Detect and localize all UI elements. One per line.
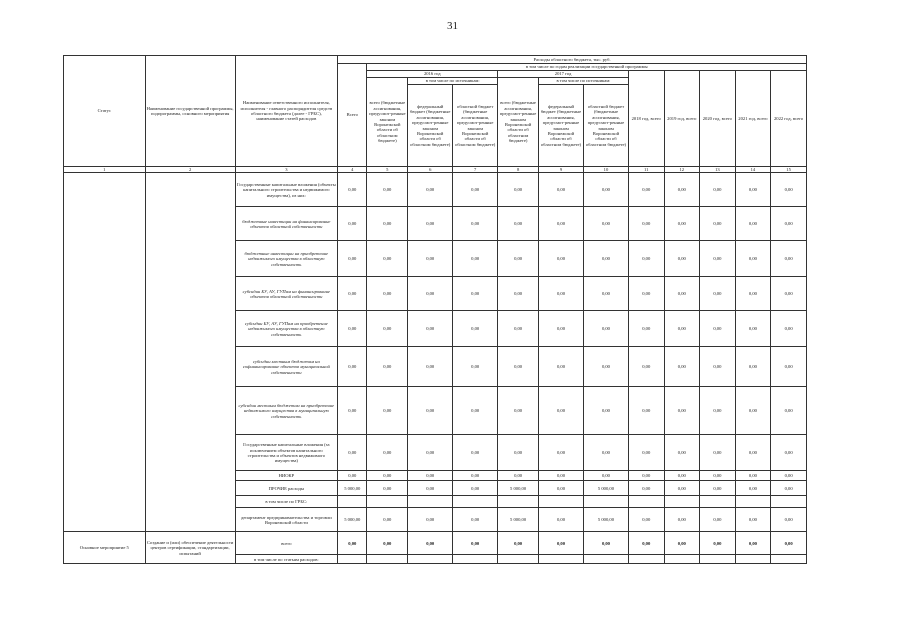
value-cell: 0,00 [408, 508, 453, 532]
total-2016-header: всего (бюджетные ассигнования, предусмот-ренные законом Воронежской области об областном бюджете) [367, 78, 408, 167]
value-cell: 0,00 [735, 387, 771, 435]
value-cell: 0,00 [771, 508, 807, 532]
value-cell: 0,00 [538, 532, 583, 555]
value-cell: 0,00 [700, 387, 736, 435]
table-row [64, 532, 807, 555]
value-cell: 0,00 [408, 207, 453, 241]
program-name-header: Наименование государственной программы, подпрограммы, основного мероприятия [145, 56, 235, 167]
value-cell: 0,00 [735, 532, 771, 555]
column-number: 7 [453, 167, 498, 173]
value-cell: 0,00 [583, 241, 628, 277]
value-cell [664, 555, 700, 564]
value-cell: 0,00 [771, 277, 807, 311]
regional-2016-header: областной бюджет (бюджетные ассигнования, предусмот-ренные законом Воронежской области об областном бюджете) [453, 85, 498, 167]
value-cell: 0,00 [700, 241, 736, 277]
value-cell: 0,00 [408, 241, 453, 277]
column-number: 15 [771, 167, 807, 173]
row-label: всего [235, 532, 338, 555]
value-cell: 0,00 [735, 207, 771, 241]
value-cell: 0,00 [664, 277, 700, 311]
expense-name-header: Наименование ответственного исполнителя, исполнителя - главного распорядителя средств областного бюджета (далее - ГРБС), наименование статей расходов [235, 56, 338, 167]
value-cell: 0,00 [538, 277, 583, 311]
value-cell: 0,00 [498, 532, 539, 555]
event-name: Создание и (или) обеспечение деятельности центров сертификации, стандартизации, испытаний [145, 532, 235, 564]
column-number: 12 [664, 167, 700, 173]
value-cell [735, 555, 771, 564]
row-label: в том числе по ГРБС: [235, 496, 338, 508]
value-cell: 0,00 [408, 347, 453, 387]
value-cell [628, 555, 664, 564]
value-cell: 0,00 [735, 173, 771, 207]
value-cell: 0,00 [367, 508, 408, 532]
column-number: 10 [583, 167, 628, 173]
value-cell [583, 555, 628, 564]
value-cell: 0,00 [583, 387, 628, 435]
value-cell: 0,00 [664, 347, 700, 387]
years-header: в том числе по годам реализации государственной программы [367, 64, 807, 71]
value-cell [771, 496, 807, 508]
column-number: 13 [700, 167, 736, 173]
value-cell: 0,00 [453, 241, 498, 277]
page-number: 31 [447, 20, 458, 32]
value-cell: 0,00 [583, 277, 628, 311]
value-cell: 0,00 [338, 207, 367, 241]
value-cell: 0,00 [700, 508, 736, 532]
value-cell: 0,00 [664, 241, 700, 277]
value-cell: 0,00 [453, 173, 498, 207]
value-cell: 0,00 [367, 207, 408, 241]
value-cell: 0,00 [453, 481, 498, 496]
regional-2017-header: областной бюджет (бюджетные ассигнования, предусмот-ренные законом Воронежской области об областном бюджете) [583, 85, 628, 167]
value-cell: 0,00 [771, 532, 807, 555]
row-label: НИОКР [235, 471, 338, 481]
value-cell: 0,00 [498, 173, 539, 207]
col-2019-header: 2019 год, всего [664, 71, 700, 167]
value-cell: 0,00 [408, 532, 453, 555]
value-cell: 0,00 [771, 435, 807, 471]
column-number: 1 [64, 167, 146, 173]
value-cell: 0,00 [453, 277, 498, 311]
value-cell: 0,00 [367, 481, 408, 496]
value-cell: 0,00 [700, 207, 736, 241]
row-label: субсидии местным бюджетам на софинансирование объектов муниципальной собственности [235, 347, 338, 387]
value-cell: 0,00 [628, 481, 664, 496]
value-cell: 5 000,00 [583, 481, 628, 496]
row-label: бюджетные инвестиции на приобретение недвижимого имущества в областную собственность [235, 241, 338, 277]
value-cell: 0,00 [538, 387, 583, 435]
value-cell: 0,00 [628, 532, 664, 555]
total-2017-header: всего (бюджетные ассигнования, предусмот-ренные законом Воронежской области об областном бюджете) [498, 78, 539, 167]
value-cell: 0,00 [771, 207, 807, 241]
value-cell: 0,00 [700, 532, 736, 555]
value-cell [771, 555, 807, 564]
value-cell: 0,00 [538, 508, 583, 532]
value-cell: 0,00 [338, 277, 367, 311]
value-cell [453, 496, 498, 508]
total-header: Всего [338, 64, 367, 167]
value-cell: 0,00 [664, 311, 700, 347]
value-cell: 0,00 [538, 471, 583, 481]
value-cell: 0,00 [628, 173, 664, 207]
row-label: ПРОЧИЕ расходы [235, 481, 338, 496]
value-cell: 0,00 [628, 435, 664, 471]
value-cell: 0,00 [664, 435, 700, 471]
value-cell: 5 000,00 [338, 481, 367, 496]
value-cell: 0,00 [408, 311, 453, 347]
value-cell: 0,00 [338, 173, 367, 207]
value-cell: 0,00 [628, 207, 664, 241]
value-cell: 0,00 [735, 471, 771, 481]
value-cell [700, 555, 736, 564]
value-cell: 0,00 [771, 481, 807, 496]
value-cell: 0,00 [498, 277, 539, 311]
value-cell: 0,00 [735, 347, 771, 387]
value-cell: 0,00 [408, 277, 453, 311]
value-cell: 0,00 [664, 471, 700, 481]
value-cell: 0,00 [453, 311, 498, 347]
col-2018-header: 2018 год, всего [628, 71, 664, 167]
row-label: субсидии местным бюджетам на приобретение недвижимого имущества в муниципальную собственность [235, 387, 338, 435]
value-cell: 0,00 [498, 387, 539, 435]
value-cell: 0,00 [453, 471, 498, 481]
value-cell: 0,00 [735, 508, 771, 532]
value-cell: 0,00 [771, 347, 807, 387]
value-cell: 0,00 [628, 471, 664, 481]
federal-2017-header: федеральный бюджет (бюджетные ассигнования, предусмот-ренные законом Воронежской области об областном бюджете) [538, 85, 583, 167]
value-cell: 0,00 [583, 435, 628, 471]
column-number: 6 [408, 167, 453, 173]
year-2017-header: 2017 год [498, 71, 629, 78]
value-cell: 0,00 [583, 311, 628, 347]
value-cell: 0,00 [664, 207, 700, 241]
column-number: 2 [145, 167, 235, 173]
year-2016-header: 2016 год [367, 71, 498, 78]
value-cell: 0,00 [628, 347, 664, 387]
value-cell: 0,00 [367, 277, 408, 311]
status-header: Статус [64, 56, 146, 167]
value-cell: 5 000,00 [498, 508, 539, 532]
value-cell: 0,00 [338, 532, 367, 555]
value-cell: 0,00 [498, 471, 539, 481]
value-cell: 0,00 [538, 435, 583, 471]
value-cell [408, 555, 453, 564]
value-cell: 0,00 [583, 532, 628, 555]
value-cell: 0,00 [771, 173, 807, 207]
status-cell [64, 173, 146, 532]
value-cell: 0,00 [538, 173, 583, 207]
federal-2016-header: федеральный бюджет (бюджетные ассигнования, предусмот-ренные законом Воронежской области об областном бюджете) [408, 85, 453, 167]
value-cell: 0,00 [367, 471, 408, 481]
value-cell: 0,00 [583, 347, 628, 387]
value-cell: 0,00 [538, 311, 583, 347]
value-cell: 0,00 [367, 347, 408, 387]
column-number: 9 [538, 167, 583, 173]
value-cell: 0,00 [538, 207, 583, 241]
column-number: 11 [628, 167, 664, 173]
value-cell: 0,00 [700, 173, 736, 207]
value-cell: 0,00 [408, 435, 453, 471]
value-cell [367, 555, 408, 564]
col-2022-header: 2022 год, всего [771, 71, 807, 167]
value-cell [367, 496, 408, 508]
value-cell: 0,00 [367, 387, 408, 435]
value-cell: 0,00 [498, 347, 539, 387]
value-cell: 0,00 [453, 532, 498, 555]
value-cell: 0,00 [664, 532, 700, 555]
value-cell: 0,00 [453, 508, 498, 532]
row-label: Государственные капитальные вложения (объекты капитального строительства и недвижимого имущества), из них: [235, 173, 338, 207]
value-cell: 0,00 [408, 481, 453, 496]
value-cell [338, 496, 367, 508]
value-cell: 0,00 [338, 311, 367, 347]
value-cell: 0,00 [338, 387, 367, 435]
value-cell: 0,00 [771, 471, 807, 481]
value-cell: 0,00 [453, 347, 498, 387]
value-cell: 0,00 [367, 532, 408, 555]
value-cell: 5 000,00 [338, 508, 367, 532]
value-cell: 0,00 [628, 241, 664, 277]
value-cell: 0,00 [583, 207, 628, 241]
value-cell: 0,00 [628, 277, 664, 311]
value-cell: 0,00 [538, 241, 583, 277]
value-cell: 0,00 [408, 173, 453, 207]
value-cell: 0,00 [498, 207, 539, 241]
value-cell: 0,00 [408, 471, 453, 481]
value-cell [338, 555, 367, 564]
value-cell: 0,00 [735, 435, 771, 471]
row-label: в том числе по статьям расходов: [235, 555, 338, 564]
value-cell: 0,00 [700, 471, 736, 481]
value-cell: 0,00 [700, 277, 736, 311]
value-cell: 0,00 [338, 347, 367, 387]
column-number: 4 [338, 167, 367, 173]
value-cell [498, 555, 539, 564]
value-cell: 0,00 [664, 481, 700, 496]
value-cell: 0,00 [771, 241, 807, 277]
value-cell: 0,00 [498, 311, 539, 347]
value-cell: 0,00 [367, 435, 408, 471]
column-number: 8 [498, 167, 539, 173]
value-cell: 0,00 [771, 311, 807, 347]
value-cell: 0,00 [453, 435, 498, 471]
value-cell: 0,00 [367, 173, 408, 207]
value-cell: 0,00 [367, 311, 408, 347]
row-label: субсидии БУ, АУ, ГУПам на приобретение недвижимого имущества в областную собственность [235, 311, 338, 347]
value-cell: 0,00 [628, 508, 664, 532]
column-number: 14 [735, 167, 771, 173]
value-cell: 0,00 [583, 173, 628, 207]
value-cell: 0,00 [664, 387, 700, 435]
value-cell: 0,00 [498, 435, 539, 471]
column-number: 3 [235, 167, 338, 173]
value-cell: 0,00 [735, 481, 771, 496]
budget-title-header: Расходы областного бюджета, тыс. руб. [338, 56, 807, 64]
row-label: департамент предпринимательства и торговли Воронежской области [235, 508, 338, 532]
value-cell: 0,00 [700, 347, 736, 387]
value-cell: 0,00 [664, 173, 700, 207]
value-cell: 0,00 [338, 471, 367, 481]
value-cell [664, 496, 700, 508]
sources-2017-header: в том числе по источникам: [538, 78, 628, 85]
value-cell [538, 555, 583, 564]
column-number: 5 [367, 167, 408, 173]
event-status: Основное мероприятие 5 [64, 532, 146, 564]
row-label: Государственные капитальные вложения (за исключением объектов капитального строительства и объектов недвижимого имущества) [235, 435, 338, 471]
value-cell: 0,00 [735, 241, 771, 277]
row-label: субсидии БУ, АУ, ГУПам на финансирование объектов областной собственности [235, 277, 338, 311]
value-cell [453, 555, 498, 564]
table-row [64, 173, 807, 207]
value-cell: 0,00 [498, 241, 539, 277]
value-cell: 0,00 [700, 435, 736, 471]
value-cell [538, 496, 583, 508]
value-cell: 0,00 [628, 387, 664, 435]
col-2021-header: 2021 год, всего [735, 71, 771, 167]
value-cell: 0,00 [583, 471, 628, 481]
value-cell: 0,00 [453, 207, 498, 241]
value-cell [628, 496, 664, 508]
value-cell: 0,00 [700, 481, 736, 496]
value-cell: 0,00 [338, 241, 367, 277]
value-cell: 5 000,00 [583, 508, 628, 532]
sources-2016-header: в том числе по источникам: [408, 78, 498, 85]
value-cell: 0,00 [771, 387, 807, 435]
value-cell: 0,00 [664, 508, 700, 532]
value-cell [498, 496, 539, 508]
col-2020-header: 2020 год, всего [700, 71, 736, 167]
value-cell: 5 000,00 [498, 481, 539, 496]
value-cell: 0,00 [453, 387, 498, 435]
value-cell [408, 496, 453, 508]
value-cell: 0,00 [538, 347, 583, 387]
value-cell: 0,00 [367, 241, 408, 277]
value-cell [583, 496, 628, 508]
value-cell: 0,00 [338, 435, 367, 471]
program-cell [145, 173, 235, 532]
value-cell [700, 496, 736, 508]
value-cell [735, 496, 771, 508]
value-cell: 0,00 [628, 311, 664, 347]
row-label: бюджетные инвестиции на финансирование объектов областной собственности [235, 207, 338, 241]
value-cell: 0,00 [735, 277, 771, 311]
value-cell: 0,00 [700, 311, 736, 347]
value-cell: 0,00 [538, 481, 583, 496]
value-cell: 0,00 [735, 311, 771, 347]
value-cell: 0,00 [408, 387, 453, 435]
budget-table [63, 55, 807, 564]
